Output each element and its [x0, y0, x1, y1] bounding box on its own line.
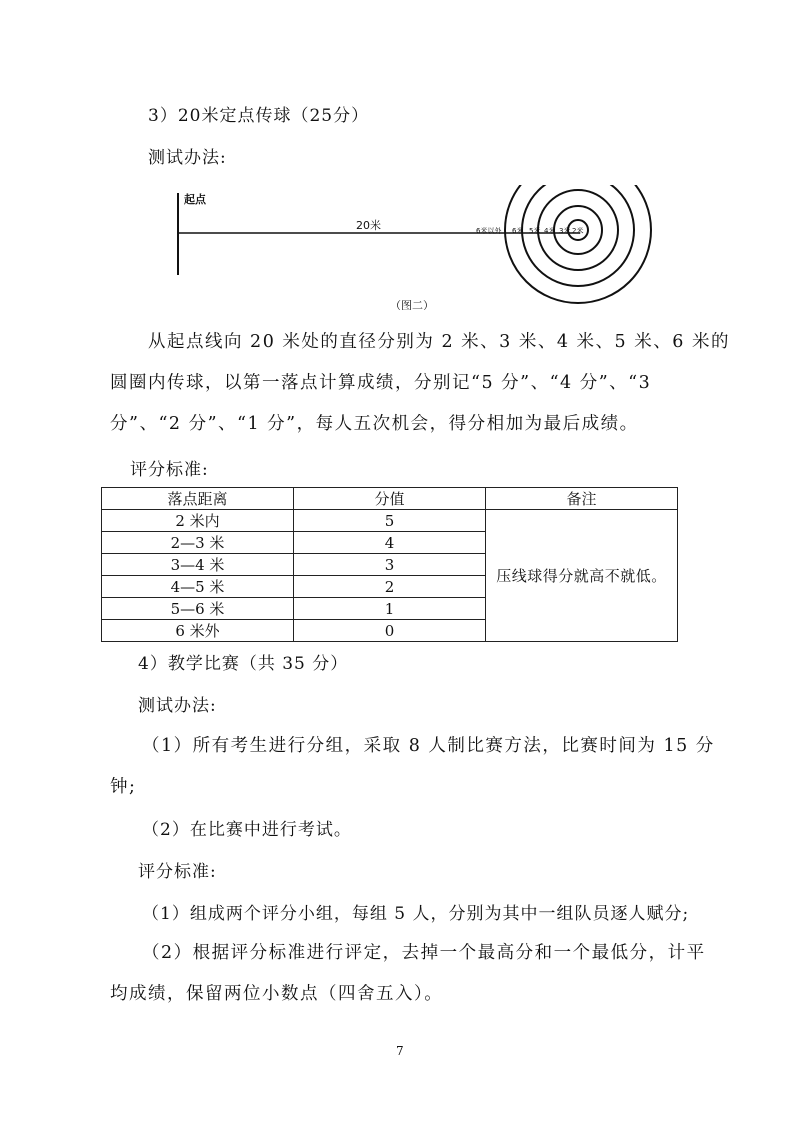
- header-distance: 落点距离: [102, 488, 294, 510]
- scoring-table: [101, 487, 678, 642]
- ring-label-2m: 2米: [572, 227, 584, 235]
- start-label: 起点: [184, 193, 206, 206]
- distance-label: 20米: [356, 219, 381, 232]
- scoring-2-line: （2）根据评分标准进行评定，去掉一个最高分和一个最低分，计平: [142, 943, 706, 963]
- target-rings: [505, 185, 651, 303]
- header-note: 备注: [486, 488, 678, 510]
- cell-score: 4: [294, 532, 486, 554]
- cell-distance: 2—3 米: [102, 532, 294, 554]
- cell-score: 1: [294, 598, 486, 620]
- scoring-2-line: 均成绩，保留两位小数点（四舍五入）。: [110, 984, 444, 1004]
- section4-scoring-2: [110, 933, 706, 1015]
- section4-method-label: 测试办法:: [138, 696, 217, 716]
- ring-label-3m: 3米: [559, 227, 571, 235]
- passing-target-diagram: [160, 185, 680, 310]
- page-number: 7: [396, 1044, 404, 1058]
- description-line: 圆圈内传球，以第一落点计算成绩，分别记“5 分”、“4 分”、“3: [110, 373, 652, 393]
- section4-scoring-label: 评分标准:: [138, 862, 217, 882]
- ring-label-6m: 6米: [512, 227, 524, 235]
- section3-heading: 3）20米定点传球（25分）: [148, 106, 370, 126]
- method-1-line: （1）所有考生进行分组，采取 8 人制比赛方法，比赛时间为 15 分: [142, 736, 715, 756]
- description-line: 从起点线向 20 米处的直径分别为 2 米、3 米、4 米、5 米、6 米的: [148, 332, 730, 352]
- section3-method-label: 测试办法:: [148, 148, 227, 168]
- cell-distance: 4—5 米: [102, 576, 294, 598]
- section3-scoring-label: 评分标准:: [130, 460, 209, 480]
- header-score: 分值: [294, 488, 486, 510]
- ring-label-outside: 6米以外: [476, 227, 502, 235]
- cell-score: 5: [294, 510, 486, 532]
- section3-description: [110, 322, 730, 445]
- section4-method-1: [110, 726, 715, 808]
- cell-note: 压线球得分就高不就低。: [486, 510, 678, 642]
- ring-label-5m: 5米: [529, 227, 541, 235]
- ring-label-4m: 4米: [544, 227, 556, 235]
- section4-heading: 4）教学比赛（共 35 分）: [138, 654, 349, 674]
- cell-score: 3: [294, 554, 486, 576]
- cell-distance: 5—6 米: [102, 598, 294, 620]
- section4-scoring-1: （1）组成两个评分小组，每组 5 人，分别为其中一组队员逐人赋分;: [142, 904, 690, 924]
- cell-score: 2: [294, 576, 486, 598]
- table-header-row: [102, 488, 678, 510]
- cell-distance: 3—4 米: [102, 554, 294, 576]
- cell-distance: 2 米内: [102, 510, 294, 532]
- cell-score: 0: [294, 620, 486, 642]
- cell-distance: 6 米外: [102, 620, 294, 642]
- description-line: 分”、“2 分”、“1 分”，每人五次机会，得分相加为最后成绩。: [110, 414, 639, 434]
- ring-labels: [476, 226, 583, 235]
- table-row: [102, 510, 678, 532]
- method-1-line: 钟;: [110, 777, 137, 797]
- figure-caption: （图二）: [390, 299, 434, 310]
- section4-method-2: （2）在比赛中进行考试。: [142, 820, 352, 840]
